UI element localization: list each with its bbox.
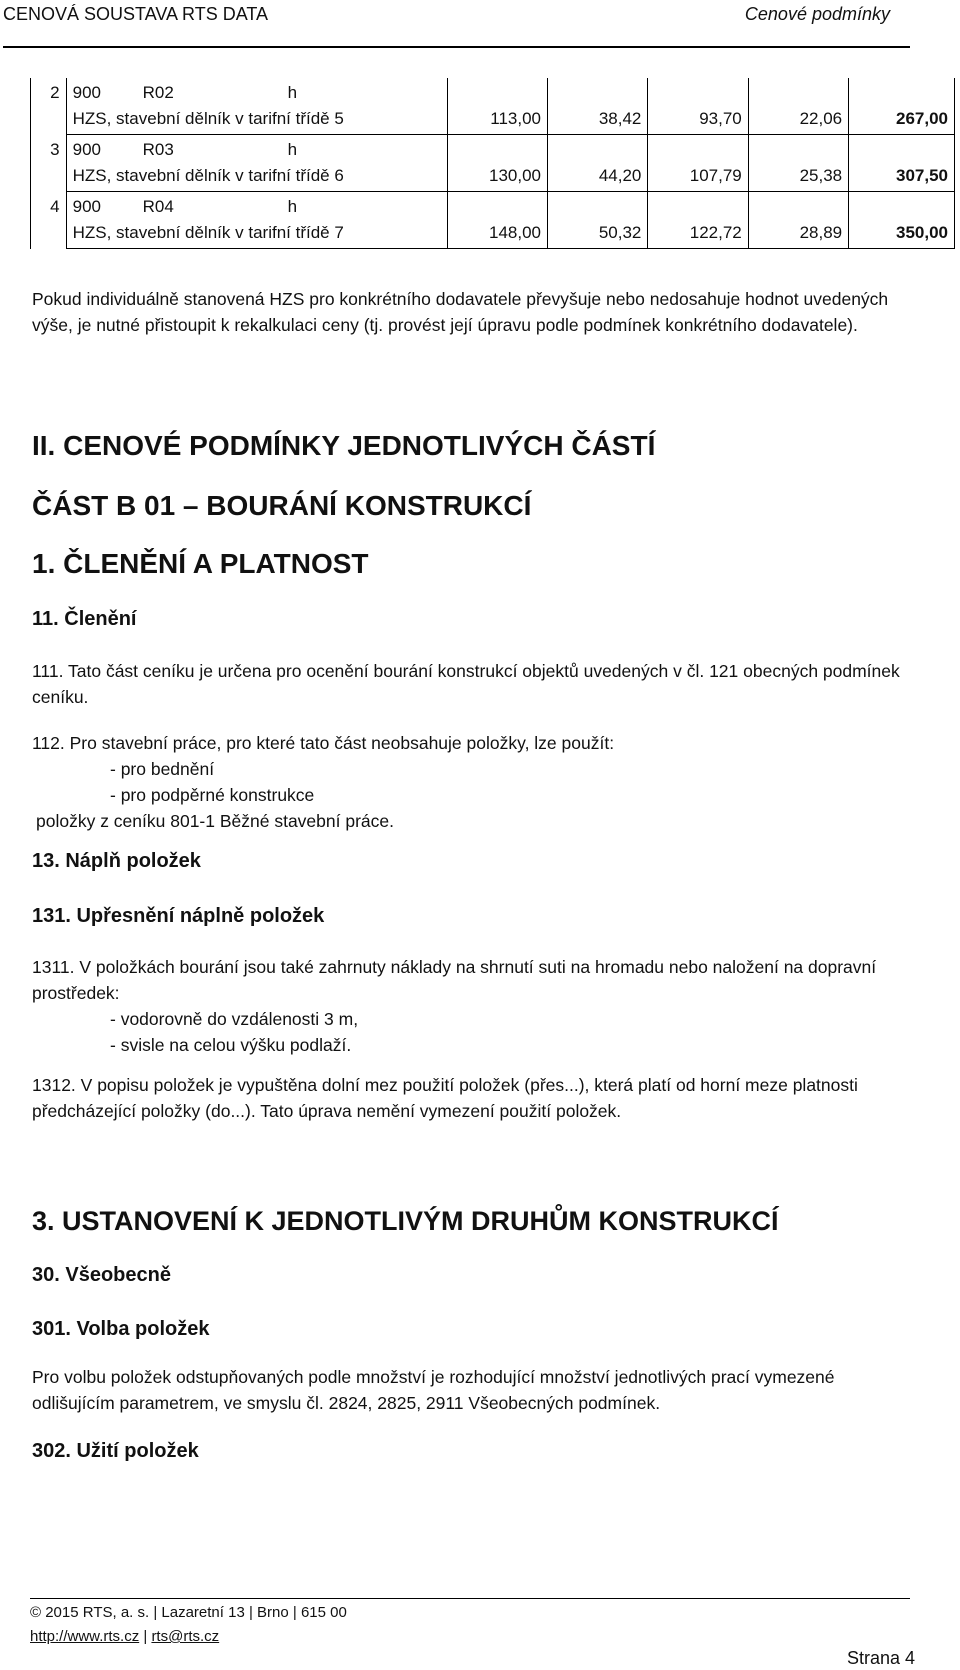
row-code2: R04 [142, 197, 174, 216]
row-code1: 900 [72, 140, 101, 159]
hzs-rate-table [30, 78, 955, 249]
row-value-2: 38,42 [548, 106, 648, 135]
row-unit: h [287, 83, 298, 102]
heading-13: 13. Náplň položek [32, 850, 201, 872]
row-value-2: 44,20 [548, 163, 648, 192]
row-codes [66, 78, 447, 106]
hzs-note: Pokud individuálně stanovená HZS pro konkrétního dodavatele převyšuje nebo nedosahuje hodnot uvedených výše, je nutné přistoupit k rekalkulaci ceny (tj. provést její úpravu podle podmínek konkrétního dodavatele). [32, 289, 889, 335]
row-code2: R02 [142, 83, 174, 102]
row-description: HZS, stavební dělník v tarifní třídě 5 [66, 106, 447, 135]
row-code2: R03 [142, 140, 174, 159]
row-code1: 900 [72, 83, 101, 102]
row-value-1: 148,00 [447, 220, 547, 249]
row-total: 350,00 [849, 220, 955, 249]
header-title: CENOVÁ SOUSTAVA RTS DATA [3, 4, 269, 24]
row-number: 4 [31, 192, 67, 249]
table-row [31, 106, 955, 135]
heading-30: 30. Všeobecně [32, 1264, 171, 1286]
row-codes [66, 192, 447, 221]
row-value-4: 28,89 [748, 220, 848, 249]
row-value-1: 130,00 [447, 163, 547, 192]
row-value-4: 22,06 [748, 106, 848, 135]
footer-website-link[interactable]: http://www.rts.cz [30, 1628, 140, 1645]
row-value-1: 113,00 [447, 106, 547, 135]
row-total: 307,50 [849, 163, 955, 192]
paragraph-1311-intro: 1311. V položkách bourání jsou také zahrnuty náklady na shrnutí suti na hromadu nebo naložení na dopravní prostředek: [32, 957, 877, 1003]
row-number: 2 [31, 78, 67, 135]
row-value-3: 122,72 [648, 220, 748, 249]
chapter-3-heading: 3. USTANOVENÍ K JEDNOTLIVÝM DRUHŮM KONSTRUKCÍ [32, 1206, 779, 1236]
footer-email-link[interactable]: rts@rts.cz [151, 1628, 220, 1645]
paragraph-111: 111. Tato část ceníku je určena pro ocenění bourání konstrukcí objektů uvedených v čl. 121 obecných podmínek ceníku. [32, 661, 900, 707]
part-heading: ČÁST B 01 – BOURÁNÍ KONSTRUKCÍ [32, 490, 532, 521]
row-value-3: 107,79 [648, 163, 748, 192]
row-unit: h [287, 197, 298, 216]
row-description: HZS, stavební dělník v tarifní třídě 6 [66, 163, 447, 192]
chapter-1-heading: 1. ČLENĚNÍ A PLATNOST [32, 548, 369, 579]
table-row-head [31, 135, 955, 164]
paragraph-1311 [32, 954, 912, 1058]
footer-address: © 2015 RTS, a. s. | Lazaretní 13 | Brno | 615 00 [30, 1604, 347, 1621]
table-row-head [31, 192, 955, 221]
paragraph-1312: 1312. V popisu položek je vypuštěna dolní mez použití položek (přes...), která platí od horní meze platnosti předcházející položky (do...). Tato úprava nemění vymezení použití položek. [32, 1075, 858, 1121]
heading-301: 301. Volba položek [32, 1318, 210, 1340]
table-row-head [31, 78, 955, 106]
header-divider [3, 46, 910, 48]
table-row [31, 163, 955, 192]
row-codes [66, 135, 447, 164]
paragraph-301: Pro volbu položek odstupňovaných podle množství je rozhodující množství jednotlivých prací vymezené odlišujícím parametrem, ve smyslu čl. 2824, 2825, 2911 Všeobecných podmínek. [32, 1367, 835, 1413]
footer-separator: | [139, 1628, 152, 1645]
section-heading: II. CENOVÉ PODMÍNKY JEDNOTLIVÝCH ČÁSTÍ [32, 430, 656, 461]
footer-contacts [30, 1628, 219, 1645]
paragraph-1311-item-a: - vodorovně do vzdálenosti 3 m, [110, 1009, 359, 1029]
table-row [31, 220, 955, 249]
row-total: 267,00 [849, 106, 955, 135]
row-code1: 900 [72, 197, 101, 216]
heading-11: 11. Členění [32, 608, 137, 630]
row-value-4: 25,38 [748, 163, 848, 192]
paragraph-112-item-a: - pro bednění [110, 759, 215, 779]
row-unit: h [287, 140, 298, 159]
header-subtitle: Cenové podmínky [744, 4, 890, 24]
page-number: Strana 4 [846, 1648, 915, 1668]
paragraph-1311-item-b: - svisle na celou výšku podlaží. [110, 1035, 352, 1055]
row-description: HZS, stavební dělník v tarifní třídě 7 [66, 220, 447, 249]
paragraph-112-intro: 112. Pro stavební práce, pro které tato část neobsahuje položky, lze použít: [32, 733, 615, 753]
footer-divider [30, 1598, 910, 1599]
paragraph-112-end: položky z ceníku 801-1 Běžné stavební práce. [36, 811, 394, 831]
heading-302: 302. Užití položek [32, 1440, 199, 1462]
row-value-2: 50,32 [548, 220, 648, 249]
heading-131: 131. Upřesnění náplně položek [32, 905, 325, 927]
paragraph-112-item-b: - pro podpěrné konstrukce [110, 785, 315, 805]
row-value-3: 93,70 [648, 106, 748, 135]
row-number: 3 [31, 135, 67, 192]
paragraph-112 [32, 730, 912, 834]
